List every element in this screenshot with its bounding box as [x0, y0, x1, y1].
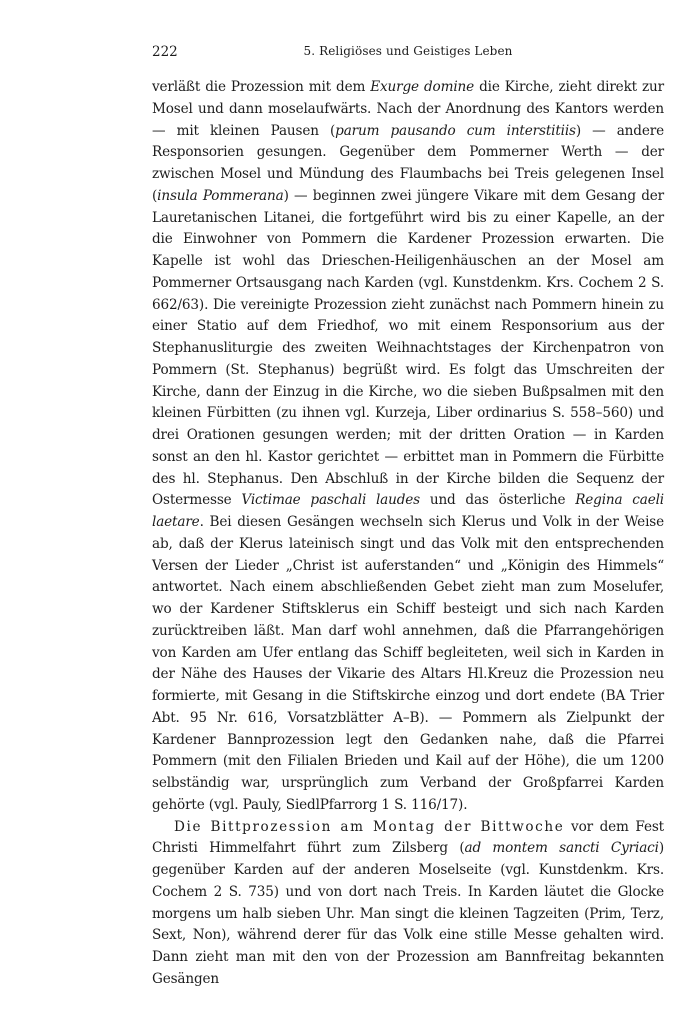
italic-phrase: ad montem sancti Cyriaci [464, 840, 659, 857]
running-head: 5. Religiöses und Geistiges Leben [303, 44, 513, 58]
spaced-phrase: Die Bittprozession am Montag der Bittwoche [174, 818, 565, 835]
text-run: ) — beginnen zwei jüngere Vikare mit dem Gesang der Lauretanischen Litanei, die fortgeführt wird bis zu einer Kapelle, an der die Einwohner von Pommern die Kardener Prozession erwarten. Die Kapelle ist wohl das Drieschen-Heiligenhäuschen an der Mosel am Pommerner Ortsausgang nach Karden (vgl. Kunstdenkm. Krs. Cochem 2 S. 662/63). Die vereinigte Prozession zieht zunächst nach Pommern hinein zu einer Statio auf dem Friedhof, wo mit einem Responsorium aus der Stephanusliturgie des zweiten Weihnachtstages der Kirchenpatron von Pommern (St. Stephanus) begrüßt wird. Es folgt das Umschreiten der Kirche, dann der Einzug in die Kirche, wo die sieben Bußpsalmen mit den kleinen Fürbitten (zu ihnen vgl. Kurzeja, Liber ordinarius S. 558–560) und drei Orationen gesungen werden; mit der dritten Oration — in Karden sonst an den hl. Kastor gerichtet — erbittet man in Pommern die Fürbitte des hl. Stephanus. Den Abschluß in der Kirche bilden die Sequenz der Ostermesse [152, 187, 664, 509]
text-run: ) gegenüber Karden auf der anderen Moselseite (vgl. Kunstdenkm. Krs. Cochem 2 S. 735) und von dort nach Treis. In Karden läutet die Glocke morgens um halb sieben Uhr. Man singt die kleinen Tagzeiten (Prim, Terz, Sext, Non), während derer für das Volk eine stille Messe gehalten wird. Dann zieht man mit den von der Prozession am Bannfreitag bekannten Gesängen [152, 840, 664, 987]
italic-phrase: Victimae paschali laudes [241, 492, 421, 509]
paragraph-2 [152, 817, 664, 991]
text-run: die Kirche, zieht direkt zur Mosel und dann moselaufwärts. Nach der Anordnung des Kantors werden — mit kleinen Pausen ( [152, 79, 664, 139]
page-header [152, 44, 664, 68]
text-run: vor dem Fest Christi Himmelfahrt führt zum Zilsberg ( [152, 818, 664, 857]
page-number: 222 [152, 44, 178, 60]
paragraph-1 [152, 77, 664, 817]
italic-phrase: Exurge domine [370, 79, 475, 95]
italic-phrase: insula Pommerana [157, 187, 284, 204]
text-run: . Bei diesen Gesängen wechseln sich Klerus und Volk in der Weise ab, daß der Klerus lateinisch singt und das Volk mit den entsprechenden Versen der Lieder „Christ ist auferstanden“ und „Königin des Himmels“ antwortet. Nach einem abschließenden Gebet zieht man zum Moselufer, wo der Kardener Stiftsklerus ein Schiff besteigt und sich nach Karden zurücktreiben läßt. Man darf wohl annehmen, daß die Pfarrangehörigen von Karden am Ufer entlang das Schiff begleiteten, weil sich in Karden in der Nähe des Hauses der Vikarie des Altars Hl.Kreuz die Prozession neu formierte, mit Gesang in die Stiftskirche einzog und dort endete (BA Trier Abt. 95 Nr. 616, Vorsatzblätter A–B). — Pommern als Zielpunkt der Kardener Bannprozession legt den Gedanken nahe, daß die Pfarrei Pommern (mit den Filialen Brieden und Kail auf der Höhe), die um 1200 selbständig war, ursprünglich zum Verband der Großpfarrei Karden gehörte (vgl. Pauly, SiedlPfarrorg 1 S. 116/17). [152, 514, 664, 813]
italic-phrase: parum pausando cum interstitiis [335, 122, 576, 139]
text-run: und das österliche [420, 492, 576, 509]
text-run: ) — andere Responsorien gesungen. Gegenüber dem Pommerner Werth — der zwischen Mosel und Mündung des Flaumbachs bei Treis gelegenen Insel ( [152, 122, 664, 204]
body-text [152, 77, 664, 991]
text-run: verläßt die Prozession mit dem [152, 79, 371, 95]
italic-phrase: Regina caeli laetare [152, 492, 665, 530]
